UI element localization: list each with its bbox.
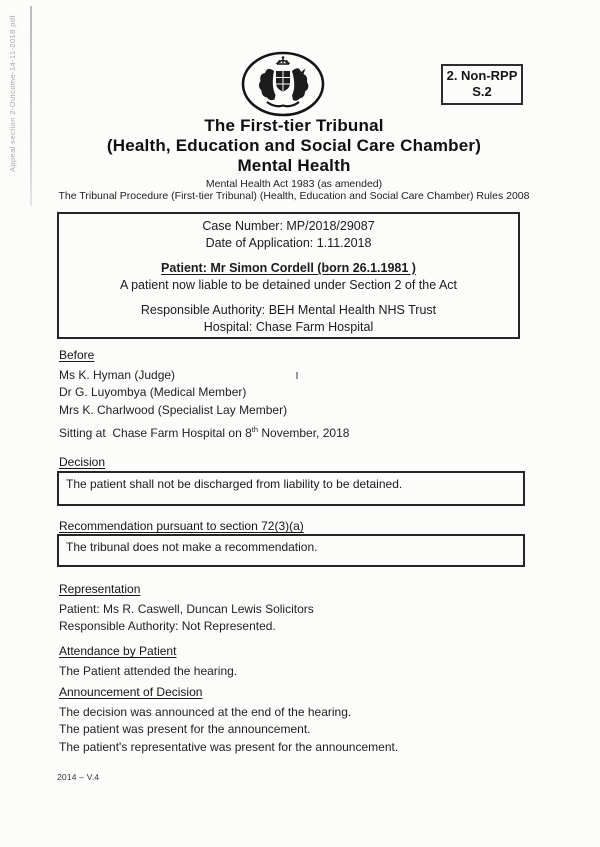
representation-authority: Responsible Authority: Not Represented. xyxy=(59,619,276,633)
patient-name: Patient: Mr Simon Cordell (born 26.1.1981 ) xyxy=(161,261,416,275)
stamp-line2: S.2 xyxy=(472,84,492,99)
attendance-section xyxy=(59,643,529,680)
recommendation-box xyxy=(57,534,525,567)
document-header xyxy=(0,116,588,202)
before-heading: Before xyxy=(59,348,95,362)
announcement-section xyxy=(59,684,529,756)
case-number: Case Number: MP/2018/29087 xyxy=(202,219,375,233)
recommendation-heading: Recommendation pursuant to section 72(3)(a) xyxy=(59,519,304,533)
panel-member-judge: Ms K. Hyman (Judge) xyxy=(59,367,176,382)
subtitle-line-2: The Tribunal Procedure (First-tier Tribunal) (Health, Education and Social Care Chamber) Rules 2008 xyxy=(58,189,530,202)
before-section xyxy=(59,347,529,419)
stamp-line1: 2. Non-RPP xyxy=(446,68,518,83)
hospital-name: Hospital: Chase Farm Hospital xyxy=(203,319,374,334)
announcement-line-3: The patient's representative was present for the announcement. xyxy=(59,739,399,754)
panel-member-medical: Dr G. Luyombya (Medical Member) xyxy=(59,385,247,399)
recommendation-text: The tribunal does not make a recommendation. xyxy=(66,540,318,554)
decision-box xyxy=(57,471,525,506)
subtitle-block xyxy=(0,179,588,202)
sitting-ordinal: th xyxy=(251,425,259,434)
case-details-box xyxy=(57,212,520,339)
attendance-text: The Patient attended the hearing. xyxy=(59,663,238,678)
sitting-suffix: November, 2018 xyxy=(258,426,350,440)
responsible-authority: Responsible Authority: BEH Mental Health NHS Trust xyxy=(140,303,437,317)
announcement-line-1: The decision was announced at the end of the hearing. xyxy=(59,704,352,719)
representation-section xyxy=(59,581,529,636)
subtitle-line-1: Mental Health Act 1983 (as amended) xyxy=(205,178,383,190)
announcement-line-2: The patient was present for the announcement. xyxy=(59,722,311,736)
title-line-1: The First-tier Tribunal xyxy=(204,116,384,135)
title-line-3: Mental Health xyxy=(237,156,351,175)
attendance-heading: Attendance by Patient xyxy=(59,644,177,658)
decision-text: The patient shall not be discharged from liability to be detained. xyxy=(66,477,403,491)
application-date: Date of Application: 1.11.2018 xyxy=(205,235,372,250)
representation-heading: Representation xyxy=(59,582,141,596)
representation-patient: Patient: Ms R. Caswell, Duncan Lewis Solicitors xyxy=(59,601,314,616)
decision-heading: Decision xyxy=(59,455,106,469)
liability-statement: A patient now liable to be detained under Section 2 of the Act xyxy=(119,277,458,292)
title-line-2: (Health, Education and Social Care Chamber) xyxy=(106,136,482,155)
sitting-prefix: Sitting at Chase Farm Hospital on 8 xyxy=(59,426,252,440)
form-version-label: 2014 – V.4 xyxy=(57,772,100,782)
panel-member-lay: Mrs K. Charlwood (Specialist Lay Member) xyxy=(59,402,288,417)
royal-coat-of-arms-icon xyxy=(240,50,326,118)
vertical-filename-label: Appeal section 2-Outcome-14-11-2018 pdf xyxy=(8,15,17,172)
announcement-heading: Announcement of Decision xyxy=(59,685,203,699)
classification-stamp xyxy=(441,64,523,105)
sitting-line xyxy=(59,425,529,443)
